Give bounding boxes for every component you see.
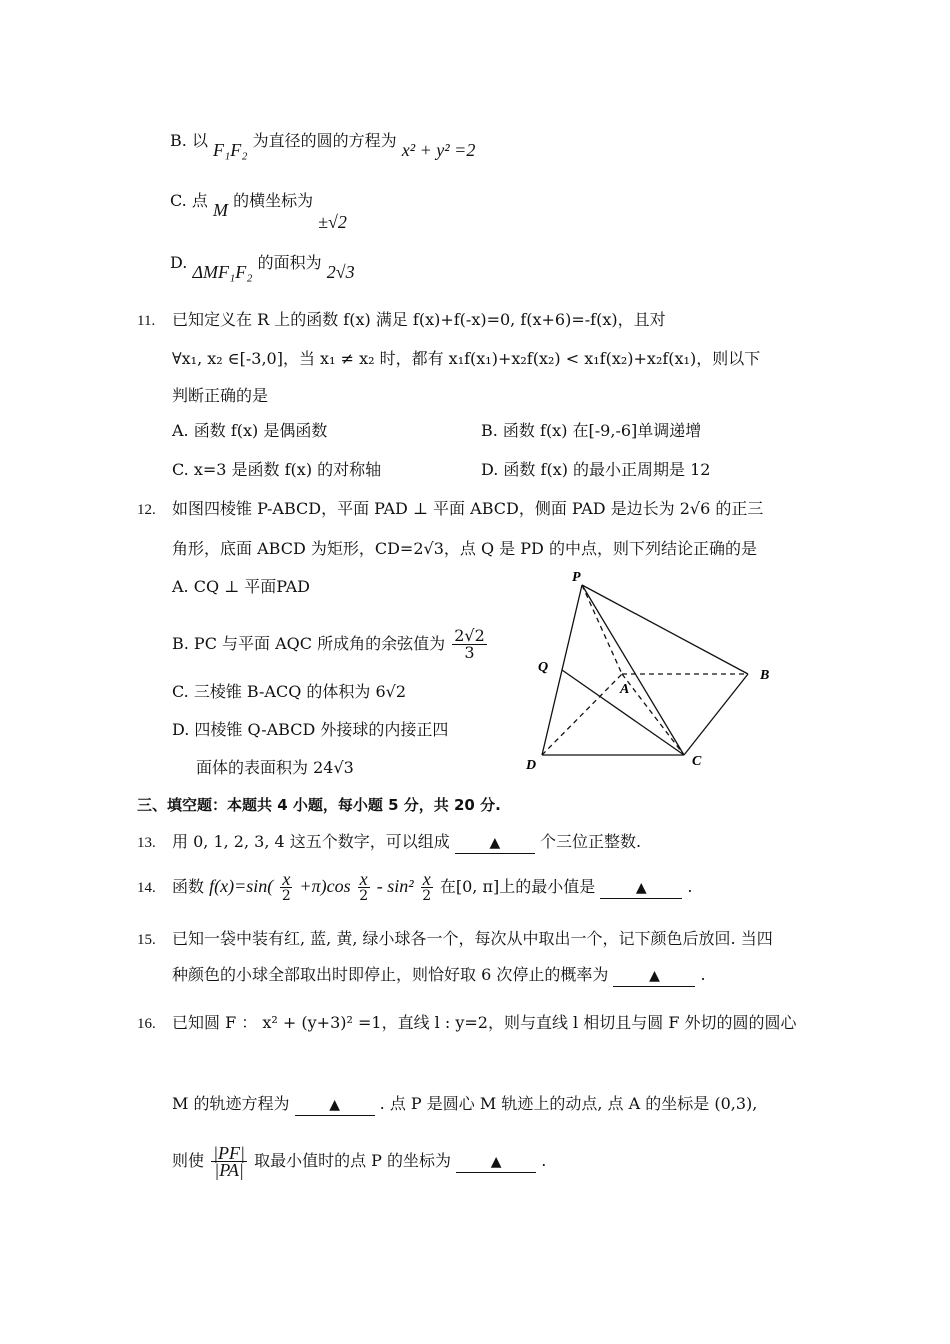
answer-blank: ▲ [600, 878, 682, 899]
option-label: B. [170, 131, 187, 150]
denominator: 2 [422, 888, 432, 904]
stem-text: . [687, 877, 693, 896]
question-number: 15. [137, 932, 156, 948]
answer-blank: ▲ [455, 833, 535, 854]
q12-option-d-line2: 面体的表面积为 24√3 [196, 758, 354, 777]
q16-stem-line1: 已知圆 F ： x² + (y+3)² =1，直线 l : y=2，则与直线 l 相切且与圆 F 外切的圆的圆心 [172, 1013, 797, 1032]
q15-stem-line1: 已知一袋中装有红, 蓝, 黄, 绿小球各一个，每次从中取出一个，记下颜色后放回. 当四 [172, 929, 773, 948]
q11-option-d: D. 函数 f(x) 的最小正周期是 12 [481, 460, 711, 479]
stem-text: 在[0, π]上的最小值是 [439, 877, 596, 896]
math-equation: x² + y² =2 [401, 140, 476, 160]
math-expr: f(x)=sin( [209, 876, 274, 896]
option-label: C. [170, 191, 187, 210]
denominator: 2 [359, 888, 369, 904]
q12-option-a: A. CQ ⊥ 平面PAD [172, 577, 310, 596]
numerator: x [282, 869, 291, 889]
q16-stem-line2 [172, 1094, 757, 1116]
math-value: 2√3 [326, 262, 355, 282]
q14-stem [172, 866, 693, 907]
question-number: 11. [137, 313, 156, 329]
option-text: 点 [191, 191, 208, 210]
q10-option-d [170, 252, 355, 282]
fraction-pf-over-pa [211, 1145, 247, 1178]
stem-text: 取最小值时的点 P 的坐标为 [254, 1151, 452, 1170]
vertex-label-b: B [760, 668, 770, 683]
fraction-x-over-2 [358, 871, 370, 904]
option-text: 为直径的圆的方程为 [252, 131, 397, 150]
numerator: |PF| [213, 1143, 245, 1163]
q11-option-c: C. x=3 是函数 f(x) 的对称轴 [172, 460, 382, 479]
option-text: 的横坐标为 [233, 191, 314, 210]
question-number: 13. [137, 835, 156, 851]
q12-stem-line2: 角形，底面 ABCD 为矩形，CD=2√3，点 Q 是 PD 的中点，则下列结论正确的是 [172, 539, 757, 558]
option-label: D. [170, 253, 188, 272]
stem-text: . [700, 965, 706, 984]
math-expr: +π)cos [299, 876, 351, 896]
fraction-x-over-2 [280, 871, 292, 904]
math-expr: - sin² [376, 876, 414, 896]
question-number: 16. [137, 1016, 156, 1032]
q12-stem-line1: 如图四棱锥 P-ABCD，平面 PAD ⊥ 平面 ABCD，侧面 PAD 是边长为 2√6 的正三 [172, 499, 764, 518]
math-value: ±√2 [318, 212, 347, 232]
numerator: x [359, 869, 368, 889]
stem-text: 用 0, 1, 2, 3, 4 这五个数字，可以组成 [172, 832, 450, 851]
q11-option-b: B. 函数 f(x) 在[-9,-6]单调递增 [481, 421, 702, 440]
denominator: 3 [464, 643, 475, 662]
q11-stem-line1: 已知定义在 R 上的函数 f(x) 满足 f(x)+f(-x)=0, f(x+6)=-f(x)，且对 [172, 310, 666, 329]
stem-text: 个三位正整数. [539, 832, 642, 851]
section-heading: 三、填空题：本题共 4 小题，每小题 5 分，共 20 分. [137, 796, 501, 814]
vertex-label-q: Q [538, 660, 549, 675]
q11-option-a: A. 函数 f(x) 是偶函数 [172, 421, 328, 440]
q11-stem-line2: ∀x₁, x₂ ∈[-3,0]，当 x₁ ≠ x₂ 时，都有 x₁f(x₁)+x₂f(x₂) < x₁f(x₂)+x₂f(x₁)，则以下 [172, 349, 761, 368]
stem-text: 种颜色的小球全部取出时即停止，则恰好取 6 次停止的概率为 [172, 965, 609, 984]
vertex-label-a: A [620, 682, 630, 697]
pyramid-figure [520, 565, 790, 775]
q16-stem-line3 [172, 1143, 546, 1179]
denominator: 2 [281, 888, 291, 904]
stem-text: 则使 [172, 1151, 205, 1170]
math-var: M [212, 200, 228, 220]
vertex-label-d: D [526, 758, 537, 773]
q12-option-d-line1: D. 四棱锥 Q-ABCD 外接球的内接正四 [172, 720, 449, 739]
option-text: 的面积为 [257, 253, 322, 272]
stem-text: . [541, 1151, 547, 1170]
q10-option-b [170, 130, 476, 160]
stem-text: . 点 P 是圆心 M 轨迹上的动点, 点 A 的坐标是 (0,3), [379, 1094, 758, 1113]
fraction-x-over-2 [421, 871, 433, 904]
question-number: 14. [137, 880, 156, 896]
fraction [452, 628, 487, 661]
math-triangle: ΔMF₁F₂ [192, 262, 253, 282]
q12-option-b [172, 628, 489, 661]
q15-stem-line2 [172, 965, 706, 987]
q13-stem [172, 832, 641, 854]
numerator: 2√2 [454, 626, 485, 645]
option-text: 以 [191, 131, 208, 150]
option-text: B. PC 与平面 AQC 所成角的余弦值为 [172, 634, 446, 653]
q10-option-c [170, 190, 347, 232]
question-number: 12. [137, 502, 156, 518]
stem-text: 函数 [172, 877, 205, 896]
vertex-label-p: P [572, 570, 581, 585]
numerator: x [422, 869, 431, 889]
denominator: |PA| [214, 1160, 244, 1180]
answer-blank: ▲ [613, 966, 695, 987]
stem-text: M 的轨迹方程为 [172, 1094, 290, 1113]
answer-blank: ▲ [456, 1152, 536, 1173]
vertex-label-c: C [692, 754, 702, 769]
q11-stem-line3: 判断正确的是 [172, 386, 269, 405]
answer-blank: ▲ [295, 1095, 375, 1116]
math-f1f2: F₁F₂ [213, 140, 248, 160]
q12-option-c: C. 三棱锥 B-ACQ 的体积为 6√2 [172, 682, 407, 701]
